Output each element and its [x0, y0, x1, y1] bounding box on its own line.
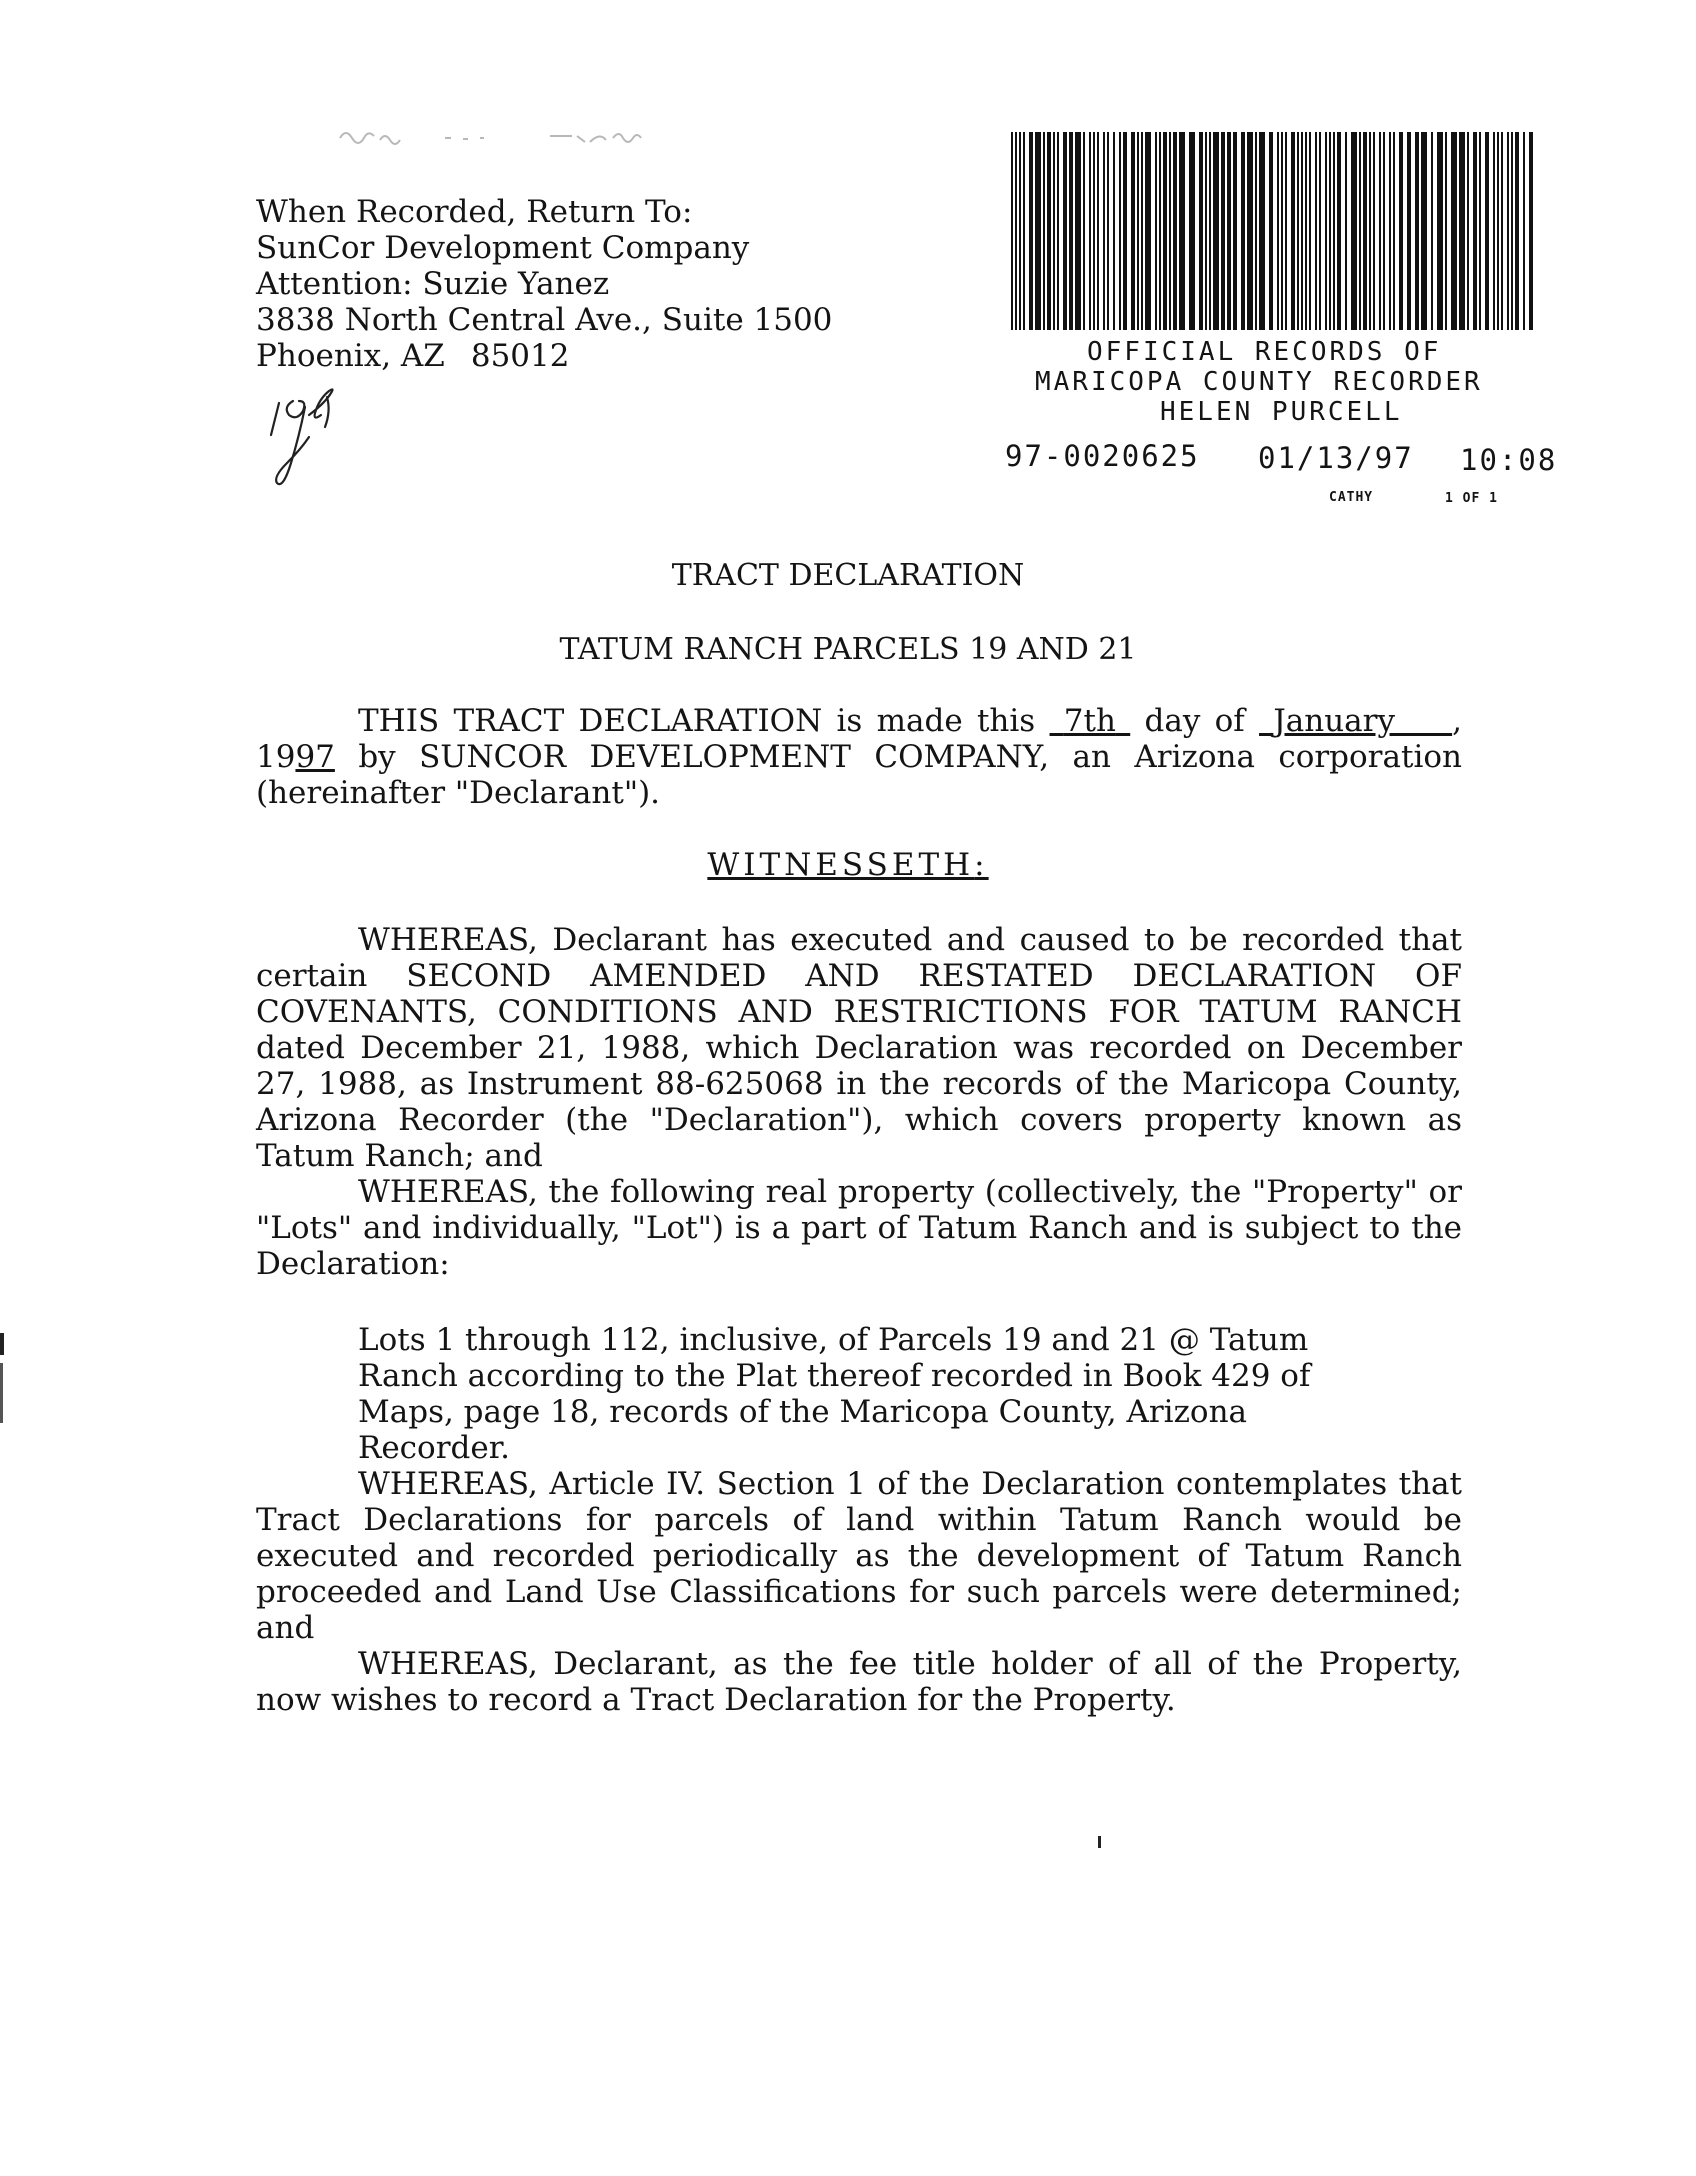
barcode-bar: [1227, 132, 1231, 330]
barcode-bar: [1015, 132, 1017, 330]
whereas-paragraph-1: WHEREAS, Declarant has executed and caused to be recorded that certain SECOND AMENDED AND RESTATED DECLARATION OF COVENANTS, CONDITIONS AND RESTRICTIONS FOR TATUM RANCH dated December 21, 1988, which Declaration was recorded on December 27, 1988, as Instrument 88-625068 in the records of the Maricopa County, Arizona Recorder (the "Declaration"), which covers property known as Tatum Ranch; and: [256, 922, 1462, 1174]
barcode-bar: [1053, 132, 1055, 330]
intro-day-blank: [1050, 703, 1131, 739]
barcode-bar: [1173, 132, 1177, 330]
recorder-time: 10:08: [1460, 443, 1558, 477]
barcode-bar: [1047, 132, 1051, 330]
barcode-bar: [1459, 132, 1465, 330]
barcode-bar: [1043, 132, 1045, 330]
return-address-line: When Recorded, Return To:: [256, 194, 693, 230]
return-address-company: SunCor Development Company: [256, 230, 750, 266]
return-address-attention: Attention: Suzie Yanez: [256, 266, 610, 302]
barcode-bar: [1011, 132, 1013, 330]
barcode-bar: [1209, 132, 1211, 330]
barcode-bar: [1467, 132, 1469, 330]
barcode-bar: [1351, 132, 1357, 330]
barcode-bar: [1399, 132, 1403, 330]
whereas-paragraph-4: WHEREAS, Declarant, as the fee title holder of all of the Property, now wishes to record a Tract Declaration for the Property.: [256, 1646, 1462, 1718]
barcode-bar: [1145, 132, 1151, 330]
document-subtitle: TATUM RANCH PARCELS 19 AND 21: [559, 632, 1137, 667]
barcode-bar: [1241, 132, 1245, 330]
barcode-bar: [1493, 132, 1495, 330]
barcode-bar: [1075, 132, 1081, 330]
recorder-clerk: CATHY: [1329, 490, 1374, 505]
witnesseth-colon: :: [974, 847, 989, 883]
barcode-bar: [1281, 132, 1283, 330]
barcode-bar: [1029, 132, 1033, 330]
legal-description: Lots 1 through 112, inclusive, of Parcels 19 and 21 @ Tatum Ranch according to the Plat thereof recorded in Book 429 of Maps, page 18, records of the Maricopa County, Arizona Recorder.: [358, 1322, 1311, 1466]
barcode-bar: [1529, 132, 1533, 330]
barcode-bar: [1103, 132, 1105, 330]
barcode-bar: [1285, 132, 1287, 330]
barcode-bar: [1473, 132, 1477, 330]
return-address-block: [256, 194, 832, 374]
barcode-bar: [1137, 132, 1139, 330]
barcode-bar: [1507, 132, 1509, 330]
scan-tick-mark: [1098, 1836, 1101, 1848]
barcode-bar: [1035, 132, 1041, 330]
barcode-bar: [1163, 132, 1167, 330]
witnesseth-word: WITNESSETH: [707, 847, 975, 883]
recorder-stamp-line2: MARICOPA COUNTY RECORDER: [1035, 367, 1483, 397]
barcode-bar: [1359, 132, 1361, 330]
barcode-bar: [1437, 132, 1443, 330]
barcode-bar: [1113, 132, 1115, 330]
intro-year: 97: [295, 739, 335, 775]
barcode-bar: [1431, 132, 1433, 330]
barcode-bar: [1119, 132, 1121, 330]
barcode-bar: [1369, 132, 1371, 330]
intro-paragraph: [256, 703, 1462, 811]
recorder-document-number: 97-0020625: [1005, 439, 1200, 473]
barcode-bar: [1023, 132, 1025, 330]
barcode-bar: [1389, 132, 1391, 330]
barcode-bar: [1069, 132, 1073, 330]
barcode-bar: [1205, 132, 1207, 330]
barcode-bar: [1305, 132, 1307, 330]
intro-month: January: [1273, 703, 1395, 739]
barcode-bar: [1301, 132, 1303, 330]
recording-barcode: [1011, 132, 1541, 330]
handwritten-initials-mark: [265, 385, 375, 500]
intro-text-c: , 19: [256, 703, 1462, 775]
witnesseth-heading: [0, 847, 1696, 883]
intro-text-b: day of: [1144, 703, 1245, 739]
barcode-bar: [1169, 132, 1171, 330]
barcode-bar: [1383, 132, 1385, 330]
recorder-date: 01/13/97: [1258, 441, 1414, 475]
return-address-city: Phoenix, AZ: [256, 338, 445, 374]
barcode-bar: [1089, 132, 1091, 330]
barcode-bar: [1083, 132, 1085, 330]
barcode-bar: [1063, 132, 1067, 330]
barcode-bar: [1373, 132, 1375, 330]
barcode-bar: [1297, 132, 1299, 330]
barcode-bar: [1497, 132, 1499, 330]
barcode-bar: [1155, 132, 1157, 330]
recorder-page-count: 1 OF 1: [1445, 491, 1498, 506]
barcode-bar: [1097, 132, 1099, 330]
intro-text-d: by SUNCOR DEVELOPMENT COMPANY, an Arizona corporation (hereinafter "Declarant").: [256, 739, 1462, 811]
scan-edge-mark: [0, 1333, 7, 1423]
barcode-bar: [1325, 132, 1327, 330]
barcode-bar: [1255, 132, 1257, 330]
barcode-bar: [1501, 132, 1503, 330]
intro-text-a: THIS TRACT DECLARATION is made this: [358, 703, 1036, 739]
barcode-bar: [1479, 132, 1481, 330]
barcode-bar: [1309, 132, 1311, 330]
barcode-bar: [1179, 132, 1185, 330]
barcode-bar: [1141, 132, 1143, 330]
barcode-bar: [1485, 132, 1489, 330]
barcode-bar: [1131, 132, 1135, 330]
barcode-bar: [1291, 132, 1295, 330]
document-title: TRACT DECLARATION: [671, 558, 1025, 593]
barcode-bar: [1159, 132, 1161, 330]
barcode-bar: [1511, 132, 1513, 330]
barcode-bar: [1319, 132, 1321, 330]
barcode-bar: [1057, 132, 1059, 330]
barcode-bar: [1379, 132, 1381, 330]
barcode-bar: [1451, 132, 1457, 330]
barcode-bar: [1523, 132, 1525, 330]
barcode-bar: [1329, 132, 1331, 330]
intro-month-blank: [1259, 703, 1452, 739]
barcode-bar: [1421, 132, 1427, 330]
barcode-bar: [1363, 132, 1367, 330]
return-address-street: 3838 North Central Ave., Suite 1500: [256, 302, 833, 338]
barcode-bar: [1213, 132, 1219, 330]
barcode-bar: [1221, 132, 1225, 330]
barcode-bar: [1333, 132, 1335, 330]
recorder-stamp-line3: HELEN PURCELL: [1160, 397, 1403, 427]
barcode-bar: [1337, 132, 1341, 330]
barcode-bar: [1199, 132, 1203, 330]
barcode-bar: [1345, 132, 1347, 330]
barcode-bar: [1233, 132, 1237, 330]
barcode-bar: [1445, 132, 1447, 330]
barcode-bar: [1247, 132, 1253, 330]
barcode-bar: [1415, 132, 1419, 330]
barcode-bar: [1093, 132, 1095, 330]
barcode-bar: [1515, 132, 1519, 330]
barcode-bar: [1189, 132, 1195, 330]
barcode-bar: [1019, 132, 1021, 330]
barcode-bar: [1393, 132, 1395, 330]
intro-day: 7th: [1063, 703, 1116, 739]
return-address-zip: 85012: [470, 338, 570, 374]
recorder-stamp-line1: OFFICIAL RECORDS OF: [1087, 337, 1442, 367]
return-address-city-line: [256, 338, 832, 374]
whereas-paragraph-3: WHEREAS, Article IV. Section 1 of the Declaration contemplates that Tract Declarations for parcels of land within Tatum Ranch would be executed and recorded periodically as the development of Tatum Ranch proceeded and Land Use Classifications for such parcels were determined; and: [256, 1466, 1462, 1646]
barcode-bar: [1259, 132, 1265, 330]
barcode-bar: [1315, 132, 1317, 330]
barcode-bar: [1407, 132, 1411, 330]
whereas-paragraph-2: WHEREAS, the following real property (collectively, the "Property" or "Lots" and individually, "Lot") is a part of Tatum Ranch and is subject to the Declaration:: [256, 1174, 1462, 1282]
barcode-bar: [1107, 132, 1109, 330]
scan-noise-marks: [335, 118, 735, 158]
barcode-bar: [1123, 132, 1127, 330]
barcode-bar: [1277, 132, 1279, 330]
barcode-bar: [1269, 132, 1273, 330]
